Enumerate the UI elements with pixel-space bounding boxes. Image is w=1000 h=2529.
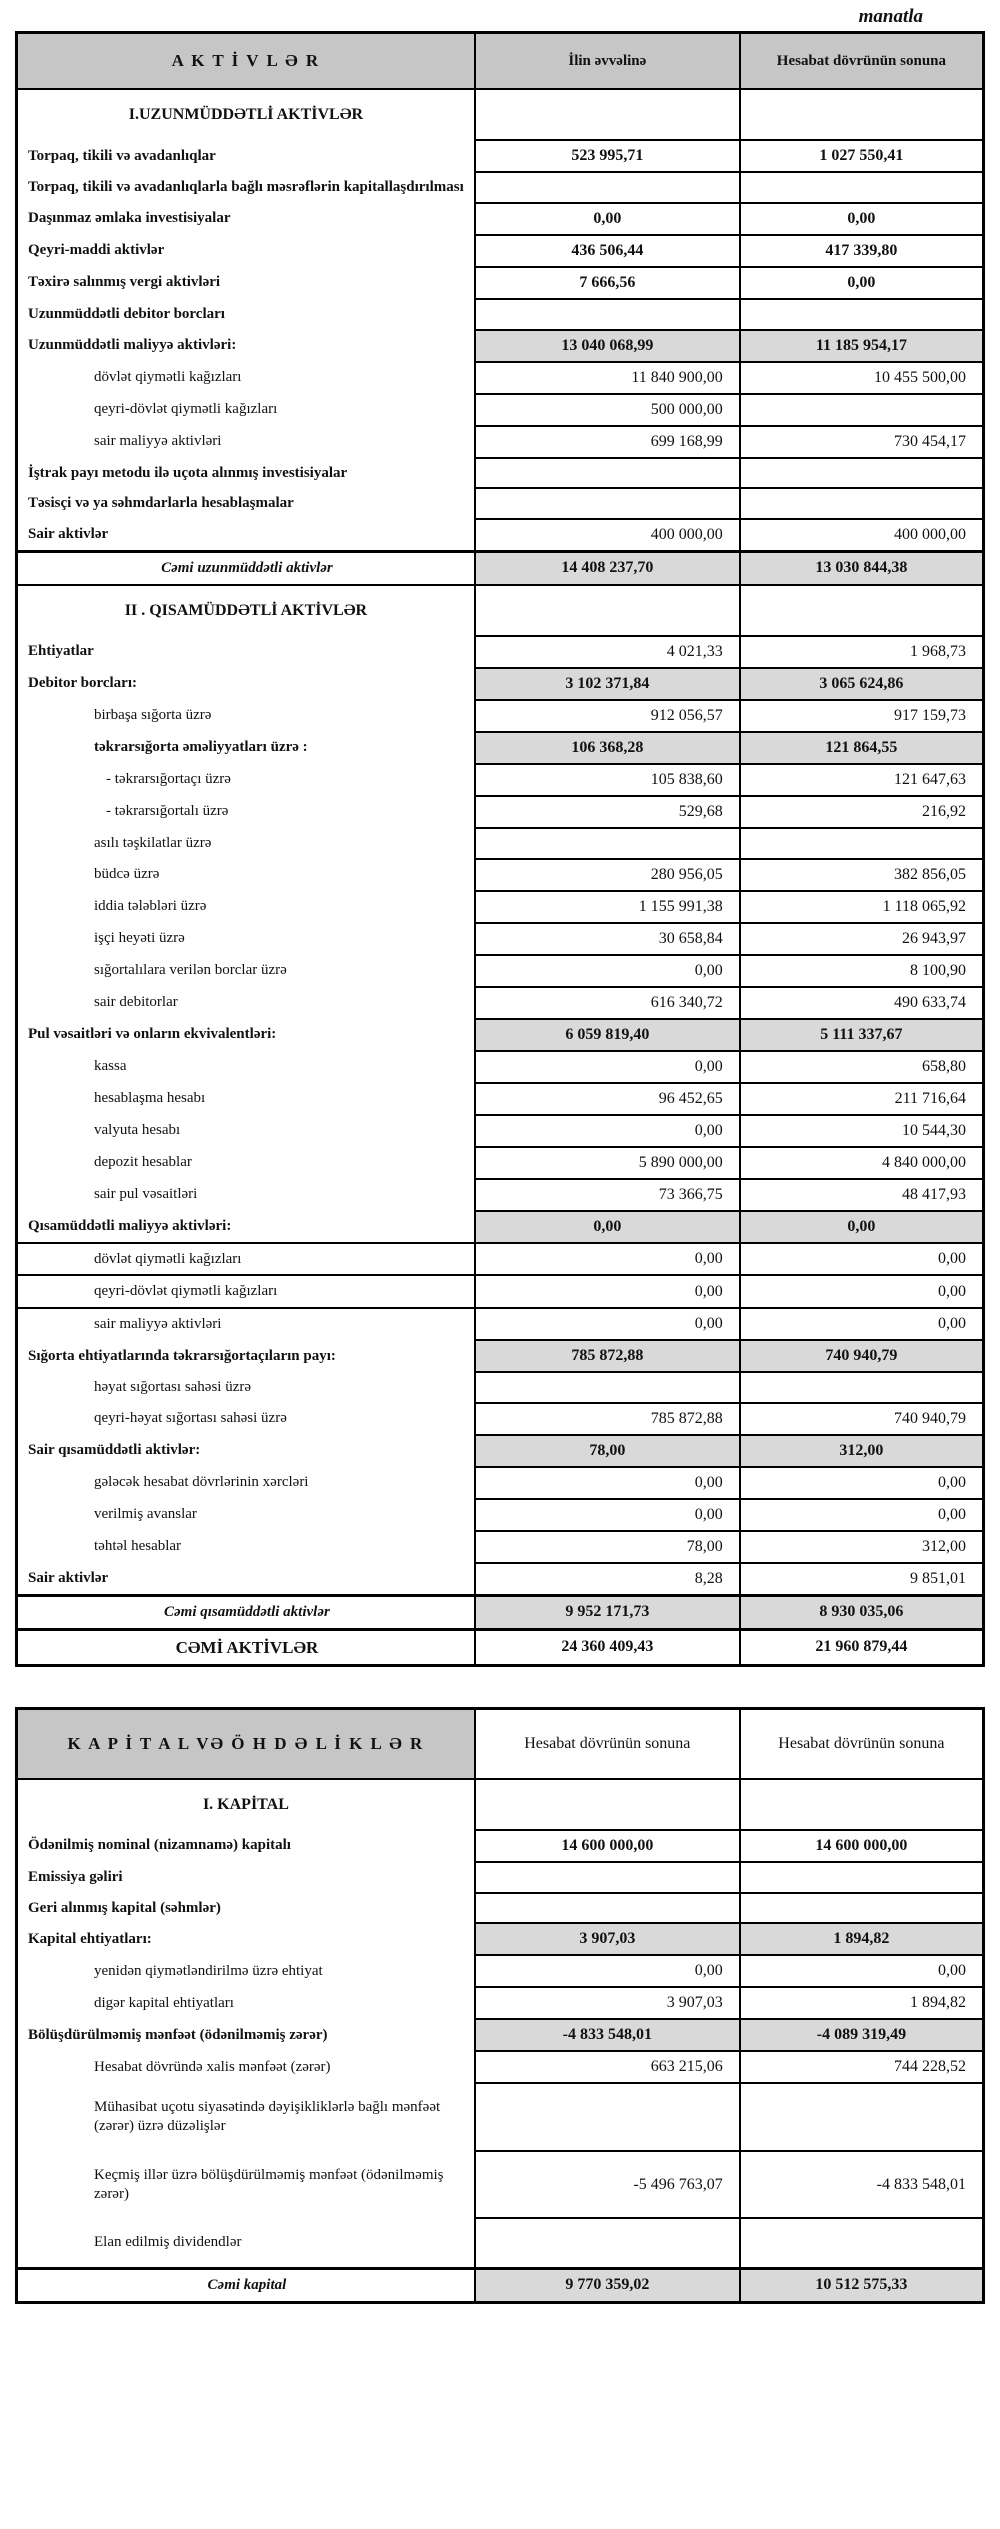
row-value-start: [475, 1372, 740, 1403]
row-value-end: 312,00: [740, 1435, 984, 1467]
table-row: [17, 668, 984, 700]
row-value-end: 730 454,17: [740, 426, 984, 458]
table-row: [17, 1467, 984, 1499]
table-row: [17, 585, 984, 636]
table-row: [17, 2051, 984, 2083]
table-row: [17, 267, 984, 299]
table-row: [17, 299, 984, 330]
row-label: depozit hesablar: [94, 1154, 192, 1171]
row-label: Ödənilmiş nominal (nizamnamə) kapitalı: [28, 1837, 291, 1854]
row-label: işçi heyəti üzrə: [94, 930, 185, 947]
row-value-end: 740 940,79: [740, 1340, 984, 1372]
row-value-start: 280 956,05: [475, 859, 740, 891]
table-row: [17, 1435, 984, 1467]
row-value-end: 658,80: [740, 1051, 984, 1083]
row-value-end: 11 185 954,17: [740, 330, 984, 362]
row-value-end: [740, 2218, 984, 2268]
row-value-start: 106 368,28: [475, 732, 740, 764]
row-value-end: 10 512 575,33: [740, 2269, 984, 2303]
row-value-start: 9 952 171,73: [475, 1595, 740, 1629]
row-value-end: 10 455 500,00: [740, 362, 984, 394]
row-value-end: 1 894,82: [740, 1987, 984, 2019]
row-label: iddia tələbləri üzrə: [94, 898, 207, 915]
row-label: Torpaq, tikili və avadanlıqlar: [28, 147, 216, 164]
table-row: [17, 1893, 984, 1924]
assets-header-row: [17, 33, 984, 90]
row-label: Keçmiş illər üzrə bölüşdürülməmiş mənfəət (ödənilməmiş zərər): [94, 2166, 444, 2202]
table-row: [17, 1275, 984, 1308]
row-value-start: 0,00: [475, 1275, 740, 1308]
table-row: [17, 203, 984, 235]
row-value-end: [740, 488, 984, 519]
row-label: digər kapital ehtiyatları: [94, 1994, 234, 2011]
row-label: Elan edilmiş dividendlər: [94, 2234, 242, 2251]
table-row: [17, 1051, 984, 1083]
row-label: təhtəl hesablar: [94, 1538, 182, 1555]
table-row: [17, 1243, 984, 1276]
row-value-end: 3 065 624,86: [740, 668, 984, 700]
row-value-end: 216,92: [740, 796, 984, 828]
table-row: [17, 330, 984, 362]
row-value-start: 699 168,99: [475, 426, 740, 458]
row-label: Cəmi qısamüddətli aktivlər: [17, 1595, 475, 1629]
row-value-start: 14 600 000,00: [475, 1830, 740, 1862]
table-row: [17, 426, 984, 458]
row-value-start: 436 506,44: [475, 235, 740, 267]
row-value-end: 0,00: [740, 1243, 984, 1276]
row-value-end: 9 851,01: [740, 1563, 984, 1596]
row-value-start: 105 838,60: [475, 764, 740, 796]
row-value-start: [475, 172, 740, 203]
row-label: Emissiya gəliri: [28, 1868, 123, 1885]
row-label: sığortalılara verilən borclar üzrə: [94, 962, 287, 979]
row-value-end: 1 118 065,92: [740, 891, 984, 923]
table-row: [17, 955, 984, 987]
row-value-start: [475, 458, 740, 489]
row-value-end: [740, 172, 984, 203]
table-row: [17, 828, 984, 859]
row-value-start: 78,00: [475, 1435, 740, 1467]
row-value-end: 1 894,82: [740, 1923, 984, 1955]
row-value-start: [475, 299, 740, 330]
row-value-end: 0,00: [740, 1275, 984, 1308]
row-value-end: -4 089 319,49: [740, 2019, 984, 2051]
table-row: [17, 764, 984, 796]
row-label: I. KAPİTAL: [202, 1795, 289, 1813]
assets-table-title: A K T İ V L Ə R: [17, 33, 475, 90]
row-value-start: 7 666,56: [475, 267, 740, 299]
row-label: Pul vəsaitləri və onların ekvivalentləri:: [28, 1026, 277, 1043]
table-row: [17, 732, 984, 764]
row-value-start: 9 770 359,02: [475, 2269, 740, 2303]
row-label: Bölüşdürülməmiş mənfəət (ödənilməmiş zərər): [28, 2026, 328, 2043]
table-row: [17, 362, 984, 394]
table-row: [17, 140, 984, 172]
table-row: [17, 235, 984, 267]
row-value-start: 0,00: [475, 1499, 740, 1531]
row-label: Qeyri-maddi aktivlər: [28, 242, 165, 259]
row-label: birbaşa sığorta üzrə: [94, 707, 212, 724]
assets-col-header-period-end: Hesabat dövrünün sonuna: [740, 33, 984, 90]
row-value-start: 4 021,33: [475, 636, 740, 668]
row-value-start: 0,00: [475, 1308, 740, 1340]
table-row: [17, 1955, 984, 1987]
row-label: Cəmi kapital: [17, 2269, 475, 2303]
row-value-start: 0,00: [475, 203, 740, 235]
row-value-start: 0,00: [475, 1467, 740, 1499]
row-value-end: [740, 1862, 984, 1893]
row-value-start: 0,00: [475, 1051, 740, 1083]
row-value-start: 6 059 819,40: [475, 1019, 740, 1051]
table-row: [17, 488, 984, 519]
table-row: [17, 1179, 984, 1211]
row-value-start: 616 340,72: [475, 987, 740, 1019]
row-value-end: 490 633,74: [740, 987, 984, 1019]
currency-note: manatla: [858, 6, 923, 27]
table-row: [17, 1595, 984, 1629]
row-value-start: 0,00: [475, 955, 740, 987]
row-label: təkrarsığorta əməliyyatları üzrə :: [94, 739, 308, 756]
row-label: Kapital ehtiyatları:: [28, 1930, 152, 1947]
row-value-start: 0,00: [475, 1211, 740, 1243]
row-value-end: 5 111 337,67: [740, 1019, 984, 1051]
row-value-start: [475, 1779, 740, 1830]
row-value-end: [740, 828, 984, 859]
row-value-start: 13 040 068,99: [475, 330, 740, 362]
table-row: [17, 1019, 984, 1051]
row-label: Hesabat dövründə xalis mənfəət (zərər): [94, 2058, 331, 2075]
capital-header-row: [17, 1708, 984, 1779]
row-value-start: [475, 1862, 740, 1893]
row-value-start: 785 872,88: [475, 1403, 740, 1435]
row-value-start: 663 215,06: [475, 2051, 740, 2083]
row-value-start: -4 833 548,01: [475, 2019, 740, 2051]
row-label: Uzunmüddətli debitor borcları: [28, 305, 225, 322]
row-label: CƏMİ AKTİVLƏR: [17, 1629, 475, 1665]
row-value-end: 400 000,00: [740, 519, 984, 552]
row-value-start: 785 872,88: [475, 1340, 740, 1372]
row-label: Debitor borcları:: [28, 675, 138, 692]
table-row: [17, 859, 984, 891]
row-value-end: 917 159,73: [740, 700, 984, 732]
row-value-start: 529,68: [475, 796, 740, 828]
table-row: [17, 519, 984, 552]
row-label: II . QISAMÜDDƏTLİ AKTİVLƏR: [124, 601, 368, 619]
row-label: Uzunmüddətli maliyyə aktivləri:: [28, 337, 237, 354]
row-value-end: 21 960 879,44: [740, 1629, 984, 1665]
row-value-start: [475, 488, 740, 519]
table-row: [17, 2019, 984, 2051]
row-value-end: 740 940,79: [740, 1403, 984, 1435]
row-value-start: 0,00: [475, 1115, 740, 1147]
row-value-start: [475, 2083, 740, 2151]
row-value-start: 78,00: [475, 1531, 740, 1563]
capital-col-header-period-end-1: Hesabat dövrünün sonuna: [475, 1708, 740, 1779]
row-label: qeyri-dövlət qiymətli kağızları: [94, 401, 278, 418]
row-value-end: 1 027 550,41: [740, 140, 984, 172]
row-value-end: 121 864,55: [740, 732, 984, 764]
row-value-end: 121 647,63: [740, 764, 984, 796]
row-label: Cəmi uzunmüddətli aktivlər: [17, 552, 475, 585]
row-label: sair maliyyə aktivləri: [94, 433, 222, 450]
row-value-start: 523 995,71: [475, 140, 740, 172]
row-label: Mühasibat uçotu siyasətində dəyişikliklərlə bağlı mənfəət (zərər) üzrə düzəlişlər: [94, 2099, 441, 2134]
table-gap: [15, 1667, 985, 1707]
row-label: Torpaq, tikili və avadanlıqlarla bağlı məsrəflərin kapitallaşdırılması: [28, 179, 464, 195]
row-value-start: 24 360 409,43: [475, 1629, 740, 1665]
row-label: Ehtiyatlar: [28, 643, 94, 660]
row-label: İştrak payı metodu ilə uçota alınmış investisiyalar: [28, 464, 348, 481]
row-value-end: [740, 585, 984, 636]
table-row: [17, 1340, 984, 1372]
table-row: [17, 1308, 984, 1340]
row-value-end: [740, 299, 984, 330]
row-label: yenidən qiymətləndirilmə üzrə ehtiyat: [94, 1962, 323, 1979]
table-row: [17, 923, 984, 955]
row-value-end: 1 968,73: [740, 636, 984, 668]
row-label: kassa: [94, 1058, 127, 1075]
row-value-end: [740, 1893, 984, 1924]
row-value-start: 500 000,00: [475, 394, 740, 426]
row-label: büdcə üzrə: [94, 866, 160, 883]
table-row: [17, 2269, 984, 2303]
table-row: [17, 636, 984, 668]
row-value-end: 8 100,90: [740, 955, 984, 987]
capital-table-body: [17, 1779, 984, 2303]
row-value-end: 211 716,64: [740, 1083, 984, 1115]
row-label: dövlət qiymətli kağızları: [17, 1243, 475, 1276]
table-row: [17, 2151, 984, 2219]
row-value-end: -4 833 548,01: [740, 2151, 984, 2219]
table-row: [17, 552, 984, 585]
row-label: Təsisçi və ya səhmdarlarla hesablaşmalar: [28, 495, 294, 512]
row-value-start: 73 366,75: [475, 1179, 740, 1211]
row-label: hesablaşma hesabı: [94, 1090, 206, 1107]
row-value-end: 14 600 000,00: [740, 1830, 984, 1862]
row-label: valyuta hesabı: [94, 1122, 181, 1139]
row-value-start: 0,00: [475, 1243, 740, 1276]
row-label: gələcək hesabat dövrlərinin xərcləri: [94, 1474, 309, 1491]
row-value-end: 744 228,52: [740, 2051, 984, 2083]
row-label: dövlət qiymətli kağızları: [94, 369, 242, 386]
table-row: [17, 1862, 984, 1893]
row-value-start: 96 452,65: [475, 1083, 740, 1115]
row-value-start: 912 056,57: [475, 700, 740, 732]
table-row: [17, 1372, 984, 1403]
row-label: I.UZUNMÜDDƏTLİ AKTİVLƏR: [128, 106, 364, 123]
row-label: qeyri-həyat sığortası sahəsi üzrə: [94, 1410, 287, 1427]
row-value-start: [475, 585, 740, 636]
row-value-start: 5 890 000,00: [475, 1147, 740, 1179]
row-label: Sair qısamüddətli aktivlər:: [28, 1442, 201, 1459]
row-label: Qısamüddətli maliyyə aktivləri:: [17, 1211, 475, 1243]
row-value-start: -5 496 763,07: [475, 2151, 740, 2219]
row-value-end: [740, 1372, 984, 1403]
row-value-end: 0,00: [740, 1211, 984, 1243]
row-value-start: 0,00: [475, 1955, 740, 1987]
row-label: həyat sığortası sahəsi üzrə: [94, 1379, 252, 1395]
row-value-start: 400 000,00: [475, 519, 740, 552]
row-value-start: [475, 2218, 740, 2268]
row-value-start: [475, 828, 740, 859]
table-row: [17, 1083, 984, 1115]
row-value-start: [475, 1893, 740, 1924]
row-value-start: [475, 89, 740, 140]
row-label: Daşınmaz əmlaka investisiyalar: [28, 210, 231, 227]
row-value-end: 13 030 844,38: [740, 552, 984, 585]
row-value-end: 0,00: [740, 1308, 984, 1340]
row-label: asılı təşkilatlar üzrə: [94, 834, 212, 851]
row-value-end: 0,00: [740, 267, 984, 299]
row-label: Sığorta ehtiyatlarında təkrarsığortaçıların payı:: [28, 1347, 336, 1364]
row-label: verilmiş avanslar: [94, 1506, 197, 1523]
row-label: sair debitorlar: [94, 994, 178, 1011]
table-row: [17, 1531, 984, 1563]
capital-table-title: K A P İ T A L VƏ Ö H D Ə L İ K L Ə R: [17, 1708, 475, 1779]
row-value-end: 312,00: [740, 1531, 984, 1563]
table-row: [17, 1563, 984, 1596]
row-value-start: 14 408 237,70: [475, 552, 740, 585]
row-value-start: 11 840 900,00: [475, 362, 740, 394]
assets-table: [15, 31, 985, 1667]
row-value-end: [740, 394, 984, 426]
capital-table: [15, 1707, 985, 2304]
row-value-end: 48 417,93: [740, 1179, 984, 1211]
row-label: sair pul vəsaitləri: [94, 1186, 198, 1203]
table-row: [17, 1923, 984, 1955]
table-row: [17, 1147, 984, 1179]
row-label: - təkrarsığortaçı üzrə: [106, 771, 231, 788]
row-label: Geri alınmış kapital (səhmlər): [28, 1899, 221, 1916]
row-value-end: [740, 458, 984, 489]
row-value-start: 3 907,03: [475, 1923, 740, 1955]
row-value-end: 8 930 035,06: [740, 1595, 984, 1629]
row-value-start: 3 102 371,84: [475, 668, 740, 700]
row-value-end: 382 856,05: [740, 859, 984, 891]
row-value-end: 4 840 000,00: [740, 1147, 984, 1179]
capital-col-header-period-end-2: Hesabat dövrünün sonuna: [740, 1708, 984, 1779]
table-row: [17, 1403, 984, 1435]
row-value-start: 1 155 991,38: [475, 891, 740, 923]
row-value-end: 0,00: [740, 1467, 984, 1499]
row-label: Sair aktivlər: [28, 526, 109, 543]
table-row: [17, 1115, 984, 1147]
row-value-end: [740, 1779, 984, 1830]
row-label: sair maliyyə aktivləri: [94, 1316, 222, 1333]
table-row: [17, 1629, 984, 1665]
row-label: Təxirə salınmış vergi aktivləri: [28, 274, 221, 291]
table-row: [17, 891, 984, 923]
table-row: [17, 89, 984, 140]
table-row: [17, 2083, 984, 2151]
table-row: [17, 394, 984, 426]
row-value-end: [740, 89, 984, 140]
row-value-end: 417 339,80: [740, 235, 984, 267]
row-value-end: 10 544,30: [740, 1115, 984, 1147]
table-row: [17, 700, 984, 732]
table-row: [17, 1987, 984, 2019]
table-row: [17, 796, 984, 828]
row-value-start: 8,28: [475, 1563, 740, 1596]
table-row: [17, 172, 984, 203]
table-row: [17, 1499, 984, 1531]
assets-col-header-year-start: İlin əvvəlinə: [475, 33, 740, 90]
row-value-start: 3 907,03: [475, 1987, 740, 2019]
table-row: [17, 987, 984, 1019]
row-value-end: 0,00: [740, 1955, 984, 1987]
row-label: qeyri-dövlət qiymətli kağızları: [17, 1275, 475, 1308]
table-row: [17, 2218, 984, 2268]
row-value-end: 0,00: [740, 203, 984, 235]
table-row: [17, 1779, 984, 1830]
table-row: [17, 1211, 984, 1243]
row-label: - təkrarsığortalı üzrə: [106, 803, 229, 820]
row-value-start: 30 658,84: [475, 923, 740, 955]
table-row: [17, 458, 984, 489]
assets-table-body: [17, 89, 984, 1665]
row-value-end: 0,00: [740, 1499, 984, 1531]
row-label: Sair aktivlər: [28, 1569, 109, 1586]
table-row: [17, 1830, 984, 1862]
row-value-end: 26 943,97: [740, 923, 984, 955]
row-value-end: [740, 2083, 984, 2151]
